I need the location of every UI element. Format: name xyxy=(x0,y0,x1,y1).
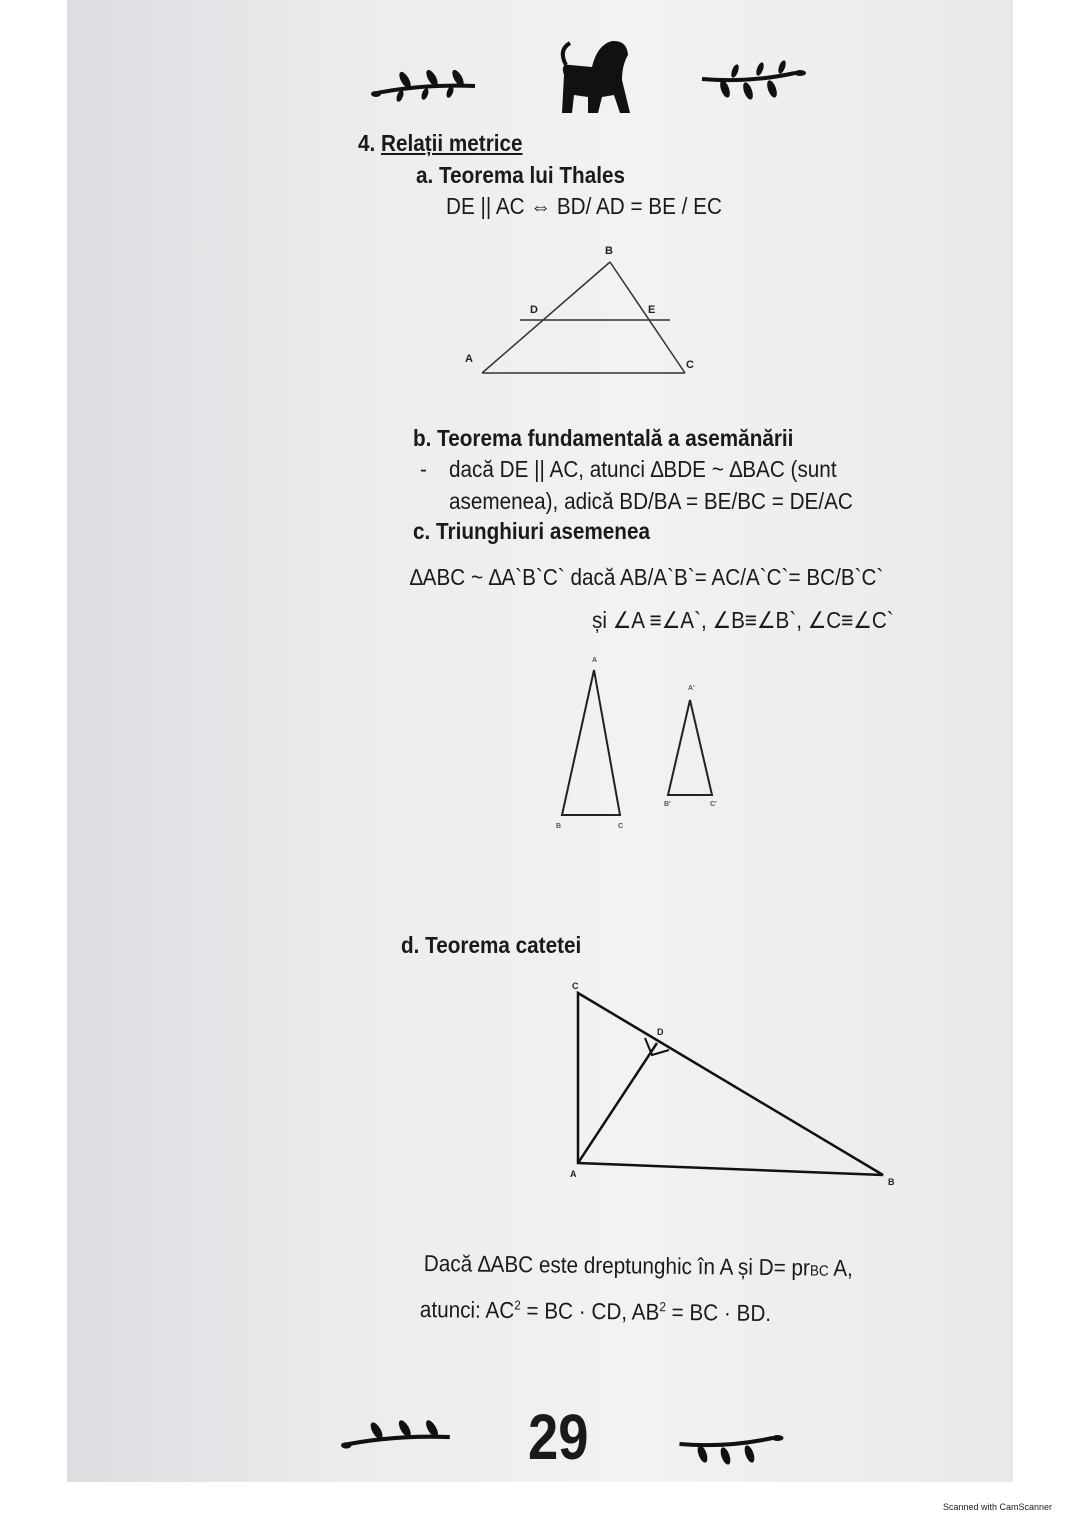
right-triangle-diagram xyxy=(565,975,905,1190)
bullet-dash: - xyxy=(420,456,427,482)
label-B-prime: B' xyxy=(664,801,671,808)
label-C-prime: C' xyxy=(710,801,717,808)
label-C: C xyxy=(686,359,694,371)
label-E: E xyxy=(648,304,656,316)
label-A: A xyxy=(570,1169,577,1179)
similar-triangles-heading: c. Triunghiuri asemenea xyxy=(413,518,650,544)
laurel-right-footer-icon xyxy=(675,1430,790,1465)
label-D: D xyxy=(657,1027,664,1037)
label-B: B xyxy=(556,823,562,830)
laurel-left-footer-icon xyxy=(340,1420,455,1452)
label-C: C xyxy=(618,823,624,830)
label-A: A xyxy=(592,657,598,664)
lion-logo-icon xyxy=(552,35,637,115)
scanner-watermark: Scanned with CamScanner xyxy=(942,1502,1052,1512)
similar-triangles-line-2: și ∠A ≡∠A`, ∠B≡∠B`, ∠C≡∠C` xyxy=(592,607,894,633)
thales-heading: a. Teorema lui Thales xyxy=(416,162,625,188)
laurel-right-icon xyxy=(700,65,810,100)
page-number: 29 xyxy=(528,1401,589,1473)
label-D: D xyxy=(530,304,538,316)
label-C: C xyxy=(572,981,579,991)
label-A: A xyxy=(465,353,473,365)
laurel-left-icon xyxy=(370,70,480,100)
label-B: B xyxy=(888,1177,895,1187)
similar-triangles-diagram xyxy=(550,650,730,840)
section-heading: 4. Relații metrice xyxy=(358,130,523,156)
thales-diagram xyxy=(460,240,710,380)
leg-theorem-heading: d. Teorema catetei xyxy=(401,932,582,958)
label-A-prime: A' xyxy=(688,685,695,692)
label-B: B xyxy=(605,245,613,257)
thales-formula: DE || AC ⇔ BD/ AD = BE / EC xyxy=(446,193,722,219)
leg-theorem-line-2: atunci: $AC^2$ = BC · CD, $AB^2$ = BC · BD. xyxy=(419,1296,772,1327)
similar-triangles-line-1: ∆ABC ~ ∆A`B`C` dacă AB/A`B`= AC/A`C`= BC/B`C` xyxy=(410,564,884,590)
similarity-line-1: dacă DE || AC, atunci ∆BDE ~ ∆BAC (sunt xyxy=(449,456,837,482)
similarity-line-2: asemenea), adică BD/BA = BE/BC = DE/AC xyxy=(449,488,853,514)
similarity-heading: b. Teorema fundamentală a asemănării xyxy=(413,425,794,451)
leg-theorem-line-1: Dacă ∆ABC este dreptunghic în A și D= prBC A, xyxy=(423,1250,853,1281)
